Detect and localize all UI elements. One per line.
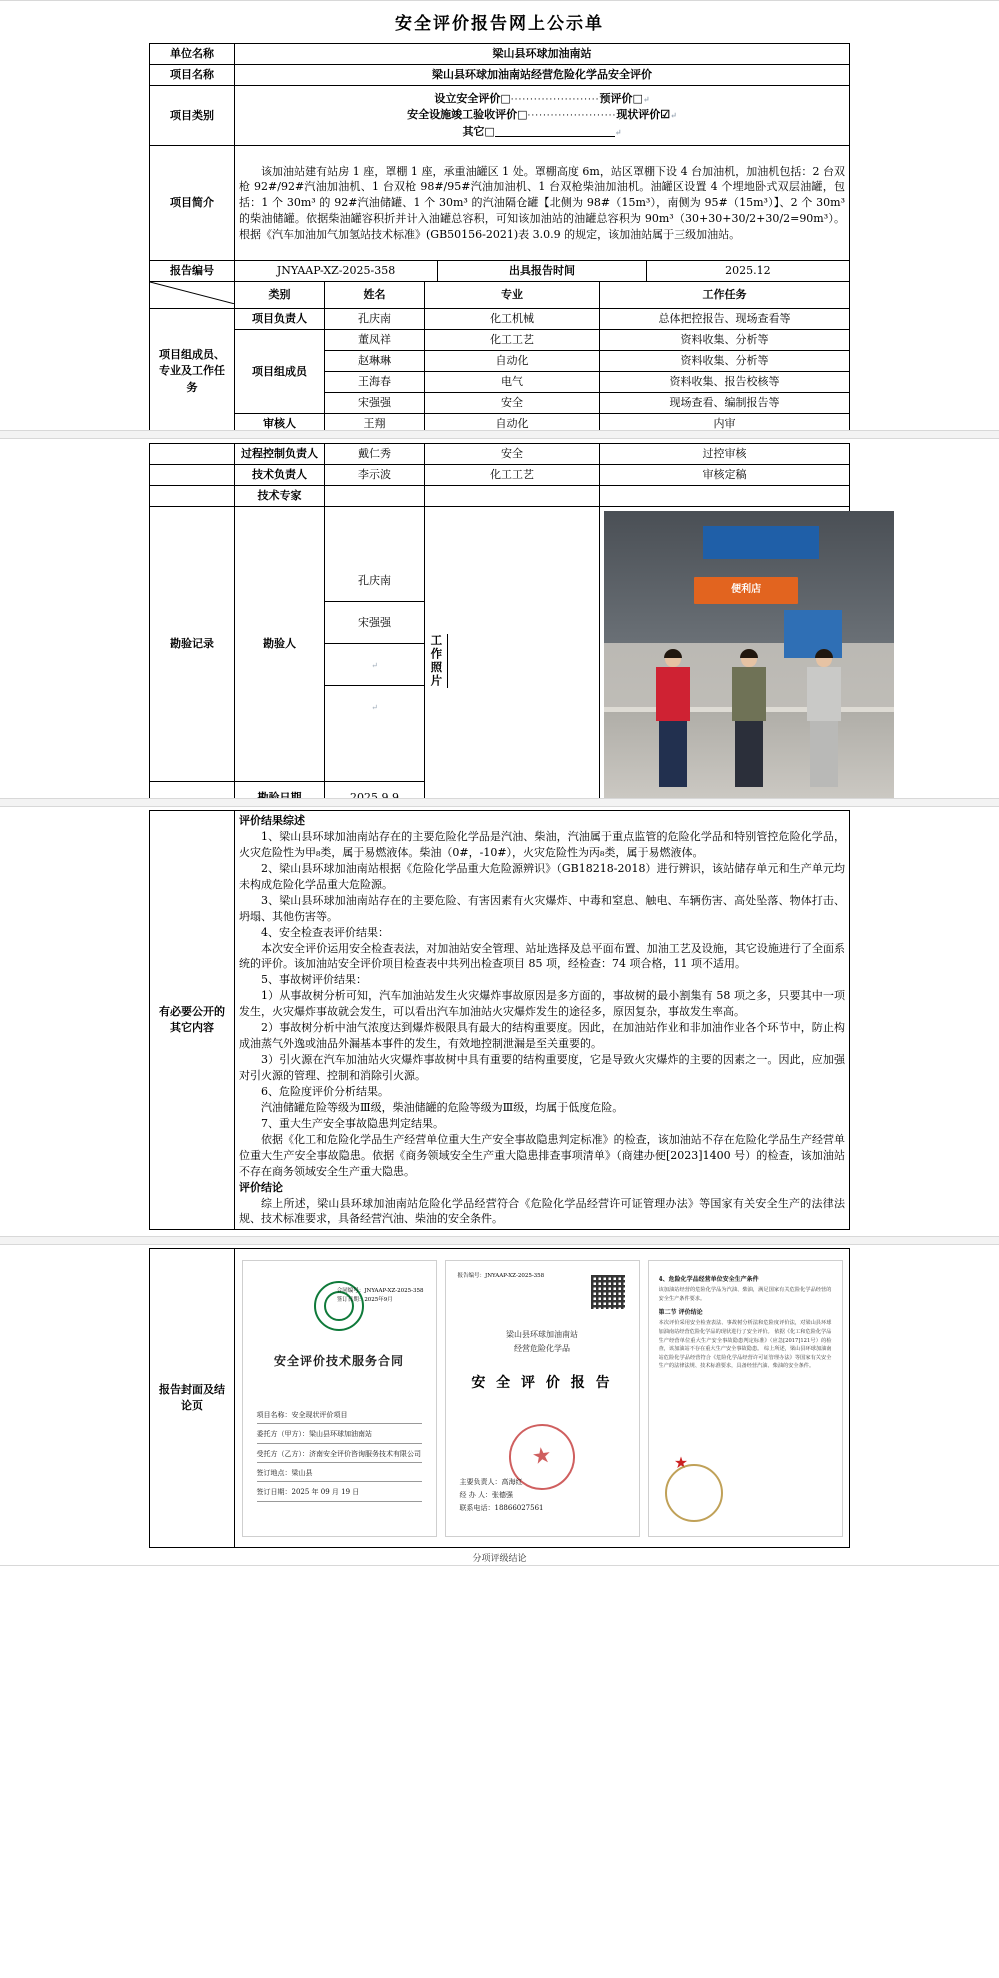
content-conclusion: 综上所述，梁山县环球加油南站危险化学品经营符合《危险化学品经营许可证管理办法》等国家有关安全生产的法律法规、技术标准要求，具备经营汽油、柴油的安全条件。 [239,1196,845,1226]
red-star-icon: ★ [674,1455,688,1471]
type-option-right-1: 现状评价☑ [616,108,671,122]
team-table [149,281,850,435]
cover-report[interactable] [445,1260,640,1537]
member-name-8 [325,485,425,506]
surveyor-3: ↵ [371,703,378,713]
project-name-value: 梁山县环球加油南站经营危险化学品安全评价 [235,64,850,85]
member-task-4: 现场查看、编制报告等 [600,393,850,414]
document-page-4 [0,1244,999,1566]
unit-name-value: 梁山县环球加油南站 [235,44,850,65]
contract-meta: 项目名称：安全现状评价项目 委托方（甲方）：梁山县环球加油南站 受托方（乙方）：济南安全评价咨询服务技术有限公司 签订地点：梁山县 签订日期：2025 年 09 月 19 日 [257,1409,422,1505]
surveyor-0: 孔庆南 [325,560,424,602]
table-row-project-type [150,85,850,146]
conclusion-page-text: 4、危险化学品经营单位安全生产条件 该加油站经营的危险化学品为汽油、柴油，满足国家有关危险化学品经营的安全生产条件要求。 第二节 评价结论 本次评价采用安全检查表法、事故树分析法和危险度评价法，对梁山县环球加油南站经营危险化学品的现状进行了安全评价。 依据《化工和危险化学品生产经营单位重大生产安全事故隐患判定标准》（应急[2017]121号）的检查，该加油站不存在重大生产安全事故隐患。 综上所述，梁山县环球加油南站危险化学品经营符合《危险化学品经营许可证管理办法》等国家有关安全生产的法律法规、技术标准要求，具备经营汽油、柴油的安全条件。 [658,1275,832,1370]
type-option-row-2[interactable]: 其它□ ↵ [462,124,622,138]
table-row-survey [150,506,850,781]
footer-note: 分项评级结论 [472,1554,527,1564]
member-task-6: 过控审核 [600,444,850,465]
col-header-major: 专业 [425,282,600,309]
member-role-7: 技术负责人 [235,464,325,485]
member-task-7: 审核定稿 [600,464,850,485]
content-para-8: 3）引火源在汽车加油站火灾爆炸事故树中具有重要的结构重要度，它是导致火灾爆炸的主要的因素之一。因此，应加强对引火源的管理、控制和消除引火源。 [239,1053,845,1082]
photo-container [600,506,850,815]
surveyor-2: ↵ [325,644,424,686]
surveyor-list [325,506,425,781]
contract-title: 安全评价技术服务合同 [273,1353,404,1368]
content-para-7: 2）事故树分析中油气浓度达到爆炸极限具有最大的结构重要度。因此，在加油站作业和非加油作业各个环节中，防止构成油蒸气外逸或油品外漏基本事件的发生，有效地控制泄漏是至关重要的。 [239,1021,845,1051]
type-option-left-2: 其它□ [462,124,495,138]
member-major-1: 化工工艺 [425,330,600,351]
member-name-4: 宋强强 [325,393,425,414]
spacer-cell-1 [150,444,235,465]
type-option-right-0: 预评价□ [599,91,643,105]
member-name-7: 李示波 [325,464,425,485]
member-name-3: 王海春 [325,372,425,393]
gold-seal-icon [665,1464,723,1522]
content-para-0: 1、梁山县环球加油南站存在的主要危险化学品是汽油、柴油，汽油属于重点监管的危险化学品和特别管控危险化学品，火灾危险性为甲₈类，属于易燃液体。柴油（0#，-10#），火灾危险性为丙₈类，属于易燃液体。 [239,829,845,859]
report-no-label: 报告编号 [150,261,235,282]
photo-shop-sign: 便利店 [694,577,798,604]
photo-cell [425,506,600,815]
content-para-5: 5、事故树评价结果： [261,973,367,987]
document-page-2 [0,438,999,800]
member-role-1: 项目组成员 [235,330,325,414]
diagonal-header-cell [150,282,235,309]
member-task-8 [600,485,850,506]
member-major-5: 自动化 [425,414,600,435]
intro-text: 该加油站建有站房 1 座，罩棚 1 座，承重油罐区 1 处。罩棚高度 6m，站区罩棚下设 4 台加油机，加油机包括：2 台双枪 92#/92#汽油加油机、1 台双枪 98#/95#汽油加油机、1 台双枪柴油加油机。油罐区设置 4 个埋地卧式双层油罐，包括：1 个 30m³ 的 92#汽油储罐、1 个 30m³ 的汽油隔仓罐【北侧为 98#（15m³），南侧为 95#（15m³）】、2 个 30m³ 的柴油储罐。依据柴油罐容积折并计入油罐总容积，可知该加油站的油罐总容积为 90m³（30+30+30/2+30/2=90m³）。根据《汽车加油加气加氢站技术标准》(GB50156-2021)表 3.0.9 的规定，该加油站属于三级加油站。 [235,146,850,261]
intro-label: 项目简介 [150,146,235,261]
table-row-project-name [150,64,850,85]
project-type-options [235,85,850,146]
member-name-1: 董凤祥 [325,330,425,351]
member-major-3: 电气 [425,372,600,393]
photo-person-1 [656,649,690,787]
member-name-6: 戴仁秀 [325,444,425,465]
team-header-row [150,282,850,309]
content-heading-2: 评价结论 [239,1180,283,1194]
member-role-6: 过程控制负责人 [235,444,325,465]
content-para-10: 汽油储罐危险等级为Ⅲ级，柴油储罐的危险等级为Ⅲ级，均属于低度危险。 [261,1100,624,1114]
table-row-intro [150,146,850,261]
member-role-0: 项目负责人 [235,309,325,330]
content-para-3: 4、安全检查表评价结果： [261,925,389,939]
content-para-6: 1）从事故树分析可知，汽车加油站发生火灾爆炸事故原因是多方面的，事故树的最小割集有 58 项之多，只要其中一项发生，火灾爆炸事故就会发生，可以看出汽车加油站火灾爆炸发生的途径多，原因复杂，事故发生率高。 [239,989,845,1019]
col-header-name: 姓名 [325,282,425,309]
cover-contract[interactable] [242,1260,437,1537]
type-option-row-1[interactable]: 安全设施竣工验收评价□·······················现状评价☑↵ [407,108,677,122]
report-cover-title: 安 全 评 价 报 告 [471,1374,613,1391]
member-role-5: 审核人 [235,414,325,435]
table-row-member-6 [150,444,850,465]
table-row-member-8 [150,485,850,506]
photo-label: 工作照片 [429,633,444,688]
site-photo [604,511,894,811]
member-task-0: 总体把控报告、现场查看等 [600,309,850,330]
member-name-2: 赵琳琳 [325,351,425,372]
type-option-left-1: 安全设施竣工验收评价□ [407,108,528,122]
member-major-8 [425,485,600,506]
member-role-8: 技术专家 [235,485,325,506]
content-table [149,810,850,1230]
document-page-3 [0,806,999,1238]
project-name-label: 项目名称 [150,64,235,85]
report-cover-number: 报告编号：JNYAAP-XZ-2025-358 [457,1272,545,1279]
attachments-label: 报告封面及结论页 [150,1249,235,1548]
unit-name-label: 单位名称 [150,44,235,65]
survey-label: 勘验记录 [150,506,235,781]
issue-time-label: 出具报告时间 [438,261,647,281]
table-row-member-0 [150,309,850,330]
member-major-4: 安全 [425,393,600,414]
content-heading-1: 评价结果综述 [239,814,305,827]
content-para-2: 3、梁山县环球加油南站存在的主要危险、有害因素有火灾爆炸、中毒和窒息、触电、车辆伤害、高处坠落、物体打击、坍塌、其他伤害等。 [239,893,845,923]
project-type-label: 项目类别 [150,85,235,146]
contract-code-block: 合同编号：JNYAAP-XZ-2025-358 签订日期：2025年9月 [336,1287,424,1304]
report-no-value: JNYAAP-XZ-2025-358 [235,261,438,281]
report-cover-line1: 梁山县环球加油南站 [506,1329,578,1339]
other-blank-field[interactable] [495,136,615,137]
spacer-cell-3 [150,485,235,506]
table-row-member-7 [150,464,850,485]
other-content-body [235,811,850,1230]
table-row-member-1 [150,330,850,351]
photo-person-3 [807,649,841,787]
member-major-0: 化工机械 [425,309,600,330]
spacer-cell-2 [150,464,235,485]
attachments-table [149,1248,850,1548]
member-name-0: 孔庆南 [325,309,425,330]
member-task-3: 资料收集、报告校核等 [600,372,850,393]
table-row-unit-name [150,44,850,65]
member-major-6: 安全 [425,444,600,465]
member-major-7: 化工工艺 [425,464,600,485]
attachments-body [235,1249,850,1548]
col-header-role: 类别 [235,282,325,309]
basic-info-table [149,43,850,282]
document-page-1 [0,0,999,432]
col-header-task: 工作任务 [600,282,850,309]
content-para-11: 7、重大生产安全事故隐患判定结果。 [261,1116,444,1130]
cover-conclusion-page[interactable] [648,1260,843,1537]
table-row-report-no [150,261,850,282]
surveyor-1: 宋强强 [325,602,424,644]
type-option-row-0[interactable]: 设立安全评价□·······················预评价□↵ [434,91,650,105]
report-cover-line2: 经营危险化学品 [514,1343,570,1353]
content-para-9: 6、危险度评价分析结果。 [261,1084,389,1098]
member-name-5: 王翔 [325,414,425,435]
report-cover-meta: 主要负责人：高海红 经 办 人：张德强 联系电话：18866027561 [459,1477,544,1513]
content-para-12: 依据《化工和危险化学品生产经营单位重大生产安全事故隐患判定标准》的检查，该加油站不存在危险化学品生产经营单位重大生产安全事故隐患。依据《商务领域安全生产重大隐患排查事项清单》（商建办便[2023]1400 号）的检查，该加油站不存在商务领域安全生产重大隐患。 [239,1132,845,1178]
photo-person-2 [732,649,766,787]
content-para-1: 2、梁山县环球加油南站根据《危险化学品重大危险源辨识》（GB18218-2018）进行辨识，该站储存单元和生产单元均未构成危险化学品重大危险源。 [239,861,845,891]
member-task-5: 内审 [600,414,850,435]
qr-code-icon [591,1275,625,1309]
member-task-2: 资料收集、分析等 [600,351,850,372]
member-major-2: 自动化 [425,351,600,372]
type-option-left-0: 设立安全评价□ [434,91,511,105]
content-para-4: 本次安全评价运用安全检查表法，对加油站安全管理、站址选择及总平面布置、加油工艺及设施，其它设施进行了全面系统的评价。该加油站安全评价项目检查表中共列出检查项目 85 项，经检查：74 项合格，11 项不适用。 [239,941,845,971]
member-task-1: 资料收集、分析等 [600,330,850,351]
team-table-continued [149,443,850,816]
page-title: 安全评价报告网上公示单 [395,14,604,34]
team-section-label: 项目组成员、专业及工作任务 [150,309,235,435]
other-content-label: 有必要公开的其它内容 [150,811,235,1230]
issue-time-value: 2025.12 [725,264,771,278]
surveyor-label: 勘验人 [235,506,325,781]
